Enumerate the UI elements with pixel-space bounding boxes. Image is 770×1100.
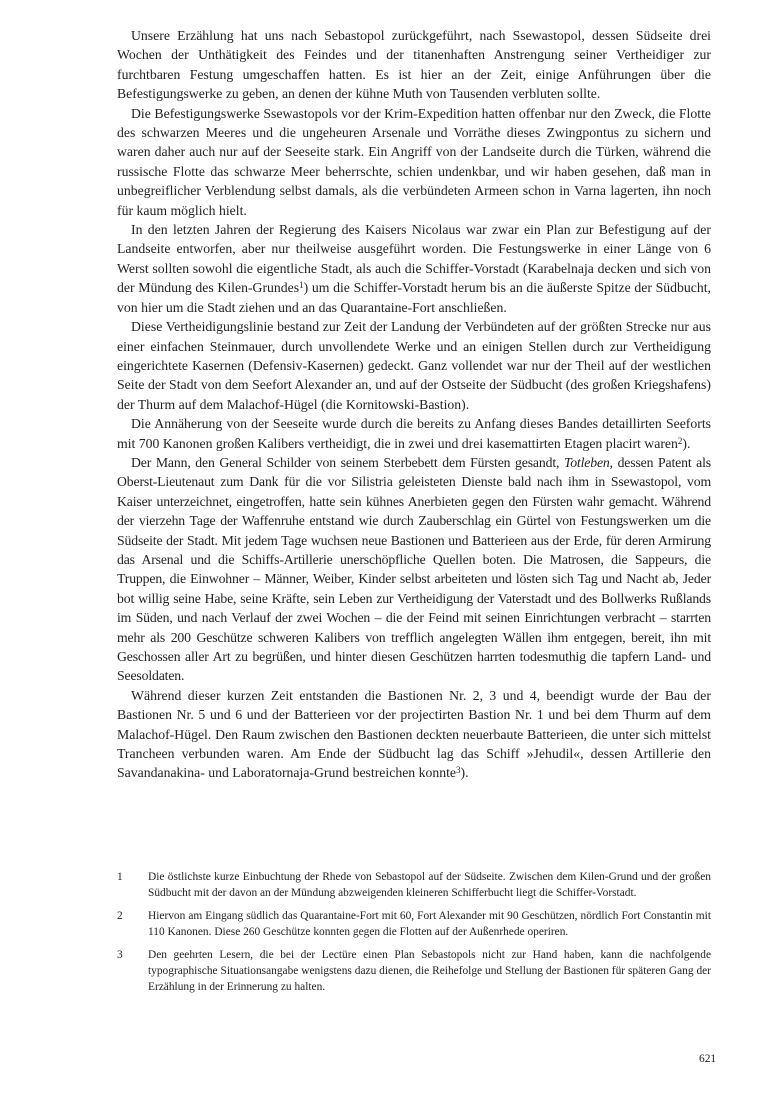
paragraph — [117, 686, 711, 783]
footnote-number: 3 — [117, 949, 123, 961]
footnote-text: Den geehrten Lesern, die bei der Lectüre einen Plan Sebastopols nicht zur Hand haben, kann die nachfolgende typographische Situationsangabe wenigstens dazu dienen, die Reihefolge und Stellung der Bastionen für späteren Gang der Erzählung in der Erinnerung zu halten. — [148, 949, 711, 993]
footnote — [117, 947, 711, 995]
footnote-ref-2[interactable]: 2 — [677, 435, 683, 446]
footnote-text: Hiervon am Eingang südlich das Quarantaine-Fort mit 60, Fort Alexander mit 90 Geschützen, nördlich Fort Constantin mit 110 Kanonen. Diese 260 Geschütze konnten gegen die Flotten auf der Außenrhede operiren. — [148, 910, 711, 938]
paragraph-text: ). — [460, 765, 469, 781]
page-number: 621 — [699, 1053, 717, 1065]
paragraph — [117, 414, 711, 453]
footnote-text: Die östlichste kurze Einbuchtung der Rhede von Sebastopol auf der Südseite. Zwischen dem Kilen-Grund und der großen Südbucht mit der davon an der Mündung abzweigenden kleineren Schifferbucht liegt die Schiffer-Vorstadt. — [148, 871, 711, 899]
paragraph: Die Befestigungswerke Ssewastopols vor der Krim-Expedition hatten offenbar nur den Zweck, die Flotte des schwarzen Meeres und die ungeheuren Arsenale und Vorräthe dieses Zwingpontus zu sichern und waren daher auch nur auf der Seeseite stark. Ein Angriff von der Landseite durch die Türken, während die russische Flotte das schwarze Meer beherrschte, schien undenkbar, und wir haben gesehen, daß man in unbegreiflicher Verblendung selbst damals, als die verbündeten Armeen schon in Varna lagerten, ihn noch für kaum möglich hielt. — [117, 105, 711, 218]
italic-name: Totleben — [563, 454, 610, 470]
footnote-ref-3[interactable]: 3 — [456, 765, 461, 776]
paragraph-text: ). — [682, 435, 691, 451]
paragraph: Unsere Erzählung hat uns nach Sebastopol zurückgeführt, nach Ssewastopol, dessen Südseite drei Wochen der Unthätigkeit des Feindes und der titanenhaften Anstrengung seiner Vertheidiger zur furchtbaren Festung umgeschaffen hatten. Es ist hier an der Zeit, einige Anführungen über die Befestigungswerke zu geben, an denen der kühne Muth von Tausenden verbluten sollte. — [117, 28, 711, 102]
paragraph-text: In den letzten Jahren der Regierung des Kaisers Nicolaus war zwar ein Plan zur Befestigung auf der Landseite entworfen, aber nur theilweise ausgeführt worden. Die Festungswerke in einer Länge von 6 Werst sollten sowohl die eigentliche Stadt, als auch die Schiffer-Vorstadt (Karabelnaja decken und sich von der Mündung des Kilen-Grundes — [117, 222, 711, 296]
footnote-number: 1 — [117, 871, 123, 883]
paragraph-text: , dessen Patent als Oberst-Lieutenaut zum Dank für die vor Silistria geleisteten Dienste bald nach ihm in Ssewastopol, vom Kaiser unterzeichnet, eingetroffen, hatte sein kühnes Anerbieten gegen den Fürsten wahr gemacht. Während der vierzehn Tage der Waffenruhe entstand wie durch Zauberschlag ein Gürtel von Festungswerken um die Südseite der Stadt. Mit jedem Tage wuchsen neue Bastionen und Batterieen aus der Erde, für deren Armirung das Arsenal und die Schiffs-Artillerie unerschöpfliche Quellen boten. Die Matrosen, die Sappeurs, die Truppen, die Einwohner – Männer, Weiber, Kinder selbst arbeiteten und lösten sich Tag und Nacht ab, Jeder bot willig seine Habe, seine Kräfte, sein Leben zur Vertheidigung der Vaterstadt und des Bollwerks Rußlands im Süden, und nach Verlauf der zwei Wochen – die der Feind mit seinen Einrichtungen verbracht – starrten mehr als 200 Geschütze schweren Kalibers von trefflich angelegten Wällen ihm entgegen, bereit, ihn mit Geschossen aller Art zu begrüßen, und hinter diesen Geschützen harrten todesmuthig die tapfern Land- und Seesoldaten. — [117, 454, 711, 684]
book-page — [117, 26, 717, 1065]
paragraph-text: Während dieser kurzen Zeit entstanden die Bastionen Nr. 2, 3 und 4, beendigt wurde der Bau der Bastionen Nr. 5 und 6 und der Batterieen vor der projectirten Bastion Nr. 1 und bei dem Thurm auf dem Malachof-Hügel. Den Raum zwischen den Bastionen deckten neuerbaute Batterieen, die unter sich mittelst Trancheen verbunden waren. Am Ende der Südbucht lag das Schiff »Jehudil«, dessen Artillerie den Savandanakina- und Laboratornaja-Grund bestreichen konnte — [117, 687, 711, 781]
main-text — [117, 26, 711, 783]
footnote-number: 2 — [117, 910, 123, 922]
paragraph — [117, 453, 711, 686]
footnote — [117, 869, 711, 901]
paragraph — [117, 220, 711, 317]
footnote — [117, 908, 711, 940]
paragraph-text: Der Mann, den General Schilder von seinem Sterbebett dem Fürsten gesandt, — [131, 454, 564, 470]
footnotes — [117, 869, 711, 1002]
paragraph-text: ) um die Schiffer-Vorstadt herum bis an die äußerste Spitze der Südbucht, von hier um die Stadt ziehen und an das Quarantaine-Fort anschließen. — [117, 280, 711, 315]
footnote-ref-1[interactable]: 1 — [299, 280, 304, 291]
paragraph-text: Die Annäherung von der Seeseite wurde durch die bereits zu Anfang dieses Bandes detaillirten Seeforts mit 700 Kanonen großen Kalibers vertheidigt, die in zwei und drei kasemattirten Etagen placirt waren — [117, 416, 711, 451]
paragraph: Diese Vertheidigungslinie bestand zur Zeit der Landung der Verbündeten auf der größten Strecke nur aus einer einfachen Steinmauer, durch unvollendete Werke und an einigen Stellen durch zur Vertheidigung eingerichtete Kasernen (Defensiv-Kasernen) gedeckt. Ganz vollendet war nur der Theil auf der westlichen Seite der Stadt von dem Seefort Alexander an, und auf der Ostseite der Südbucht (des großen Kriegshafens) der Thurm auf dem Malachof-Hügel (die Kornitowski-Bastion). — [117, 319, 711, 412]
